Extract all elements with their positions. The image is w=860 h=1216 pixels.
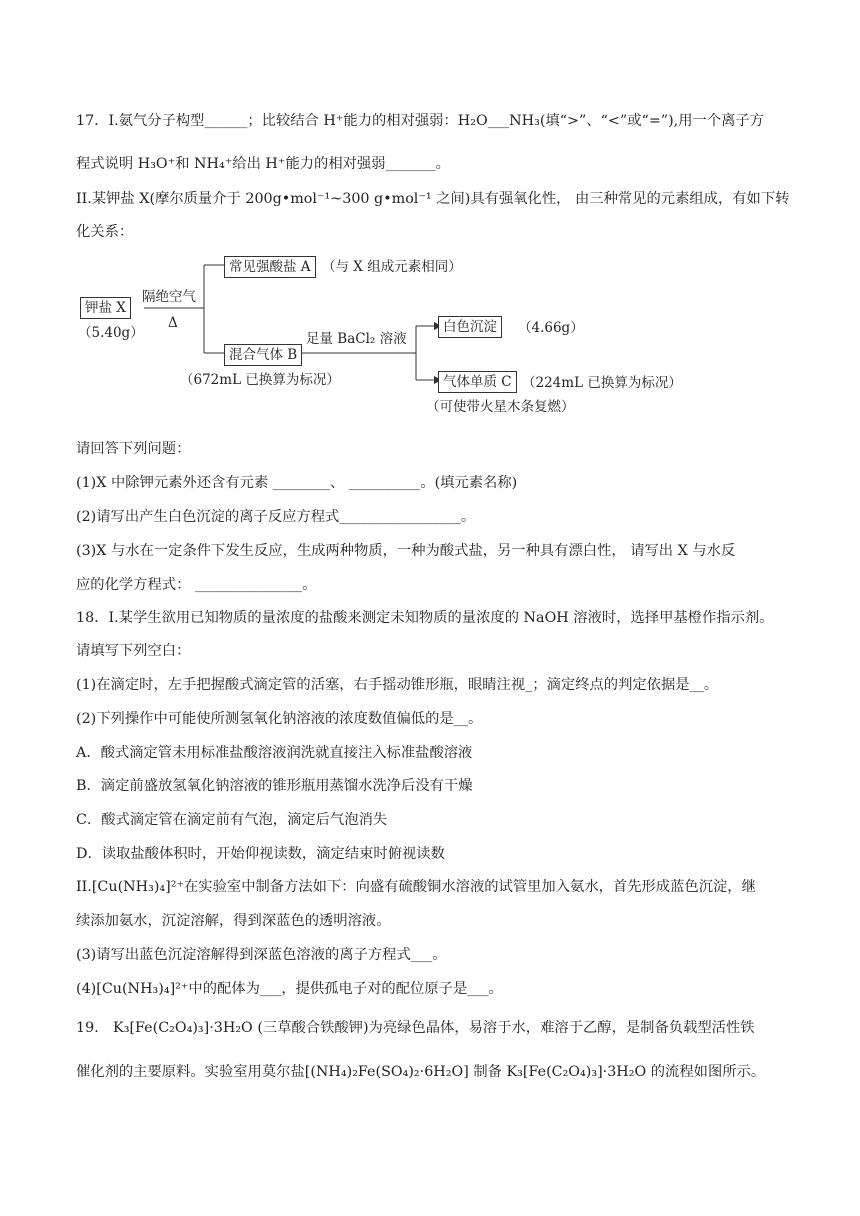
q17-line2: 程式说明 H₃O⁺和 NH₄⁺给出 H⁺能力的相对强弱_______。 <box>76 156 450 172</box>
arrow-label-bacl2: 足量 BaCl₂ 溶液 <box>306 331 407 347</box>
q19-line1: 19． K₃[Fe(C₂O₄)₃]·3H₂O (三草酸合铁酸钾)为亮绿色晶体，易溶于水，难溶于乙醇，是制备负载型活性铁 <box>76 1020 755 1036</box>
q17-part2-line2: 化关系： <box>76 224 134 240</box>
gas-c-box: 气体单质 C <box>438 371 517 393</box>
conversion-flowchart <box>76 244 716 424</box>
q18-sub3: (3)请写出蓝色沉淀溶解得到深蓝色溶液的离子方程式___。 <box>76 947 447 963</box>
salt-a-box: 常见强酸盐 A <box>224 256 316 278</box>
q19-line2: 催化剂的主要原料。实验室用莫尔盐[(NH₄)₂Fe(SO₄)₂·6H₂O] 制备 K₃[Fe(C₂O₄)₃]·3H₂O 的流程如图所示。 <box>76 1064 766 1080</box>
q17-sub3-line1: (3)X 与水在一定条件下发生反应，生成两种物质，一种为酸式盐，另一种具有漂白性， 请写出 X 与水反 <box>76 543 736 559</box>
q18-part2-line1: II.[Cu(NH₃)₄]²⁺在实验室中制备方法如下：向盛有硫酸铜水溶液的试管里加入氨水，首先形成蓝色沉淀，继 <box>76 879 756 895</box>
salt-x-mass: （5.40g） <box>78 325 144 341</box>
gas-c-note2: （可使带火星木条复燃） <box>426 399 575 415</box>
q18-line1: 18．I.某学生欲用已知物质的量浓度的盐酸来测定未知物质的量浓度的 NaOH 溶液时，选择甲基橙作指示剂。 <box>76 610 774 626</box>
white-precipitate-box: 白色沉淀 <box>438 316 502 338</box>
q18-line2: 请填写下列空白： <box>76 643 191 659</box>
q17-line1: 17．I.氨气分子构型______；比较结合 H⁺能力的相对强弱：H₂O___NH₃(填“>”、“<”或“=”),用一个离子方 <box>76 113 765 129</box>
q17-part2-line1: II.某钾盐 X(摩尔质量介于 200g•mol⁻¹~300 g•mol⁻¹ 之间)具有强氧化性， 由三种常见的元素组成，有如下转 <box>76 191 790 207</box>
gas-b-note: （672mL 已换算为标况） <box>180 372 340 388</box>
q18-option-b: B．滴定前盛放氢氧化钠溶液的锥形瓶用蒸馏水洗净后没有干燥 <box>76 778 473 794</box>
salt-a-note: （与 X 组成元素相同） <box>322 259 462 275</box>
q18-sub2: (2)下列操作中可能使所测氢氧化钠溶液的浓度数值偏低的是__。 <box>76 711 483 727</box>
q17-sub3-line2: 应的化学方程式： _______________。 <box>76 577 317 593</box>
q18-part2-line2: 续添加氨水，沉淀溶解，得到深蓝色的透明溶液。 <box>76 913 391 929</box>
salt-x-box: 钾盐 X <box>80 297 131 319</box>
q18-option-a: A．酸式滴定管未用标准盐酸溶液润洗就直接注入标准盐酸溶液 <box>76 745 473 761</box>
q18-option-d: D．读取盐酸体积时，开始仰视读数，滴定结束时俯视读数 <box>76 846 445 862</box>
q17-sub1: (1)X 中除钾元素外还含有元素 ________、 __________。(填元素名称) <box>76 475 518 491</box>
white-precipitate-mass: （4.66g） <box>518 320 584 336</box>
arrow-label-no-air: 隔绝空气 <box>142 289 196 305</box>
q17-ask: 请回答下列问题： <box>76 441 191 457</box>
q18-sub1: (1)在滴定时，左手把握酸式滴定管的活塞，右手摇动锥形瓶，眼睛注视_；滴定终点的判定依据是__。 <box>76 677 719 693</box>
q18-sub4: (4)[Cu(NH₃)₄]²⁺中的配体为___，提供孤电子对的配位原子是___。 <box>76 981 503 997</box>
arrow-label-heat: Δ <box>168 315 178 331</box>
q18-option-c: C．酸式滴定管在滴定前有气泡，滴定后气泡消失 <box>76 812 388 828</box>
gas-c-note: （224mL 已换算为标况） <box>522 375 682 391</box>
gas-b-box: 混合气体 B <box>224 344 302 366</box>
q17-sub2: (2)请写出产生白色沉淀的离子反应方程式_________________。 <box>76 509 476 525</box>
